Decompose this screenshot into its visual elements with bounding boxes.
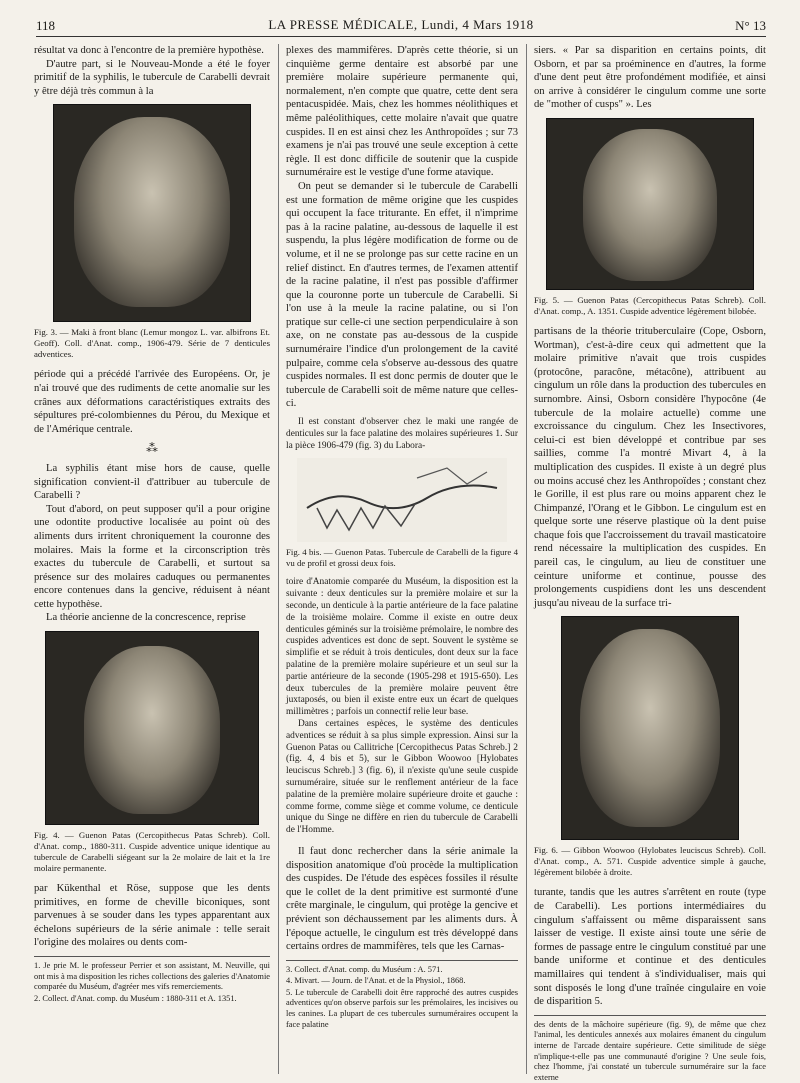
paragraph: Il est constant d'observer chez le maki une rangée de denticules sur la face palatine des molaires supérieures 1. Sur la pièce 1906-479 (fig. 3) du Labora- xyxy=(286,417,518,451)
footnote: 5. Le tubercule de Carabelli doit être rapproché des autres cuspides adventices qu'on observe parfois sur les prémolaires, les incisives ou les canines. La plupart de ces tubercules surnuméraires occupent la face palatine xyxy=(286,987,518,1029)
column-3 xyxy=(534,44,766,1083)
figure-6-photo xyxy=(561,616,739,840)
footnote-continued: des dents de la mâchoire supérieure (fig. 9), de même que chez l'animal, les denticules annexés aux molaires émanent du cingulum interne de l'arcade dentaire supérieure. Cette similitude de siège n'implique-t-elle pas une communauté d'origine ? Une seule fois, chez l'homme, j'ai constaté un tubercule surnuméraire sur la face externe xyxy=(534,1015,766,1083)
paragraph: turante, tandis que les autres s'arrêtent en route (type de Carabelli). Les portions intermédiaires du cingulum s'affaissent ou même disparaissent sans laisser de vestige. Il existe ainsi toute une série de formes de passage entre le cingulum constitué par une bande uniforme et continue et des denticules mamillaires qui tendent à s'individualiser, mais qui sont disposés le long d'une traînée cingulaire en voie de disparition 5. xyxy=(534,887,766,1008)
paragraph: Tout d'abord, on peut supposer qu'il a pour origine une odontite productive localisée au point où des aliments durs irritent chroniquement la couronne des molaires. Mais la forme et la circonscription très exactes du tubercule de Carabelli, et surtout sa présence sur des molaires caduques ou permanentes encore contenues dans la gencive, réduisent à néant cette hypothèse. xyxy=(34,503,270,610)
paragraph: Dans certaines espèces, le système des denticules adventices se réduit à sa plus simple expression. Ainsi sur la Guenon Patas ou Callitriche [Cercopithecus Patas Schreb.] 2 (fig. 4, 4 bis et 5), sur le Gibbon Woowoo [Hylobates leuciscus Schreb.] 3 (fig. 6), il n'existe qu'une seule cuspide surnuméraire, située sur le renflement antérieur de la face palatine de la première molaire supérieure droite et gauche : comme forme, comme siège et comme volume, ce denticule unique du Singe ne diffère en rien du tubercule de Carabelli de l'Homme. xyxy=(286,718,518,836)
figure-4-caption: Fig. 4. — Guenon Patas (Cercopithecus Patas Schreb). Coll. d'Anat. comp., 1880-311. Cuspide adventice unique identique au tubercule de Carabelli siégeant sur la 2e molaire de lait et la 1re molaire permanente. xyxy=(34,830,270,874)
column-rule xyxy=(526,44,527,1074)
page-header xyxy=(36,14,766,37)
paragraph: On peut se demander si le tubercule de Carabelli est une formation de même origine que les cuspides qui occupent la face triturante. En effet, il n'imprime pas à la racine palatine, au-dessous de laquelle il est suspendu, la plus légère modification de forme ou de volume, et il ne se prolonge pas sur cette racine en un relief distinct. En d'autres termes, de l'examen attentif de la racine palatine, il n'est pas possible d'affirmer que la couronne porte un tubercule de Carabelli. Si l'on use à la meule la racine palatine, ou si l'on pratique sur celle-ci une section perpendiculaire à son axe, on ne constate pas au-dessous de la cuspide surnuméraire l'indice d'un prolongement de la cavité pulpaire, comme cela s'observe au-dessous des quatre cuspides normales. Il est donc permis de douter que le tubercule de Carabelli soit de même nature que celles-ci. xyxy=(286,180,518,410)
column-1 xyxy=(34,44,270,1005)
paragraph: partisans de la théorie trituberculaire (Cope, Osborn, Wortman), c'est-à-dire ceux qui admettent que la molaire primitive n'avait que trois cuspides (protocône, paracône, métacône), attribuent au cingulum un rôle dans la production des tubercules en surnombre. Ainsi, Osborn considère l'hypocône (4e tubercule de la molaire actuelle) comme une excroissance du cingulum. Chez les Insectivores, celui-ci est bien développé et contribue par ses saillies, comme l'a montré Mivart 4, à la multiplication des cuspides. Il existe à un degré plus ou moins accusé chez les Anthropoïdes ; constant chez le Gorille, il est plus rare ou moins apparent chez le Chimpanzé, l'Orang et le Gibbon. Le cingulum est en quelque sorte une réserve plastique où la dent puise chaque fois que l'accroissement du travail masticatoire rend nécessaire la multiplication des cuspides. En pareil cas, le cingulum, au lieu de constituer une ceinture uniforme et continue, pousse des prolongements cuspidiens dont les uns descendent jusqu'au niveau de la surface tri- xyxy=(534,325,766,609)
figure-4bis-caption: Fig. 4 bis. — Guenon Patas. Tubercule de Carabelli de la figure 4 vu de profil et grossi deux fois. xyxy=(286,547,518,569)
footnote: 1. Je prie M. le professeur Perrier et son assistant, M. Neuville, qui ont mis à ma disposition les riches collections des galeries d'Anatomie comparée du Muséum, d'agréer mes vifs remerciements. xyxy=(34,961,270,992)
skull-image xyxy=(580,629,720,827)
section-separator: ⁂ xyxy=(146,441,158,456)
figure-3-photo xyxy=(53,104,251,322)
paragraph: résultat va donc à l'encontre de la première hypothèse. xyxy=(34,45,264,56)
figure-4bis-drawing xyxy=(297,458,507,542)
paragraph: La syphilis étant mise hors de cause, quelle signification convient-il d'attribuer au tubercule de Carabelli ? xyxy=(34,462,270,502)
paragraph: par Kükenthal et Röse, suppose que les dents primitives, en forme de cheville biconiques, sont parvenues à se souder dans les types apparentant aux échelons supérieurs de la série animale : telle serait l'origine des molaires ou dents com- xyxy=(34,883,270,949)
paragraph: période qui a précédé l'arrivée des Européens. Or, je n'ai trouvé que des rudiments de cette anomalie sur les crânes aux déformations caractéristiques extraits des sépultures pré-colombiennes du Pérou, du Mexique et de l'Amérique centrale. xyxy=(34,369,270,435)
skull-image xyxy=(74,117,230,307)
journal-title: LA PRESSE MÉDICALE, Lundi, 4 Mars 1918 xyxy=(268,17,534,32)
page-number: 118 xyxy=(36,18,56,33)
figure-4-photo xyxy=(45,631,259,825)
column-2 xyxy=(286,44,518,1031)
paragraph: La théorie ancienne de la concrescence, reprise xyxy=(46,612,246,624)
paragraph: D'autre part, si le Nouveau-Monde a été le foyer primitif de la syphilis, le tubercule de Carabelli devrait y être déjà très commun à la xyxy=(34,58,270,97)
figure-3-caption: Fig. 3. — Maki à front blanc (Lemur mongoz L. var. albifrons Et. Geoff). Coll. d'Anat. comp., 1906-479. Série de 7 denticules adventices. xyxy=(34,327,270,360)
paragraph: Il faut donc rechercher dans la série animale la disposition anatomique d'où procède la multiplication des cuspides. De l'étude des espèces fossiles il résulte que le collet de la dent primitive est surmonté d'une crête marginale, le cingulum, qui protège la gencive et prévient son déchaussement par les aliments durs. À l'époque actuelle, le cingulum est très développé dans certains ordres de mammifères, tels que les Carnas- xyxy=(286,845,518,953)
paragraph: siers. « Par sa disparition en certains points, dit Osborn, et par sa proéminence en d'autres, la forme d'une dent peut être profondément modifiée, et ainsi on arrive à considérer le cingulum comme une sorte de "mother of cusps" ». Les xyxy=(534,45,766,111)
palate-image xyxy=(583,129,717,281)
figure-5-caption: Fig. 5. — Guenon Patas (Cercopithecus Patas Schreb). Coll. d'Anat. comp., A. 1351. Cuspide adventice légèrement bilobée. xyxy=(534,294,766,316)
footnote: 2. Collect. d'Anat. comp. du Muséum : 1880-311 et A. 1351. xyxy=(34,993,237,1003)
footnotes xyxy=(286,960,518,1031)
figure-5-photo xyxy=(546,118,754,290)
footnote: 3. Collect. d'Anat. comp. du Muséum : A. 571. xyxy=(286,964,443,974)
palate-image xyxy=(84,646,220,814)
tooth-profile-drawing xyxy=(297,458,507,542)
paragraph: plexes des mammifères. D'après cette théorie, si un cinquième germe dentaire est absorbé par une première molaire supérieure permanente qui, normalement, n'en compte que quatre, cette dent sera pentacuspidée. Mais, chez les hommes néolithiques et même paléolithiques, cette molaire n'avait que quatre cuspides. Il en est ainsi chez les Anthropoïdes ; sur 73 examens je n'ai pas trouvé une seule exception à cette règle. Il est donc difficile de soutenir que la cuspide surnuméraire est le vestige d'une forme atavique. xyxy=(286,45,518,179)
figure-6-caption: Fig. 6. — Gibbon Woowoo (Hylobates leuciscus Schreb). Coll. d'Anat. comp., A. 571. Cuspide adventice simple à gauche, légèrement bilobée à droite. xyxy=(534,845,766,878)
column-rule xyxy=(278,44,279,1074)
footnote: 4. Mivart. — Journ. de l'Anat. et de la Physiol., 1868. xyxy=(286,976,466,986)
footnotes xyxy=(34,956,270,1004)
paragraph: toire d'Anatomie comparée du Muséum, la disposition est la suivante : deux denticules sur la première molaire et sur la seconde, un denticule à la partie antérieure de la face palatine de la troisième molaire. Comme il existe en outre deux denticules géminés sur la troisième prémolaire, le nombre des cuspides adventices est donc de sept. Souvent le système se simplifie et se réduit à trois denticules, dont deux sur la face palatine de la première molaire supérieure et un seul sur la partie antérieure de la seconde (1905-298 et 1915-650). Les deux tubercules de la première molaire peuvent être juxtaposés, ou bien il existe entre eux un écart de quelques millimètres ; parfois un connectif relie leur base. xyxy=(286,577,518,718)
issue-number: N° 13 xyxy=(735,18,766,33)
